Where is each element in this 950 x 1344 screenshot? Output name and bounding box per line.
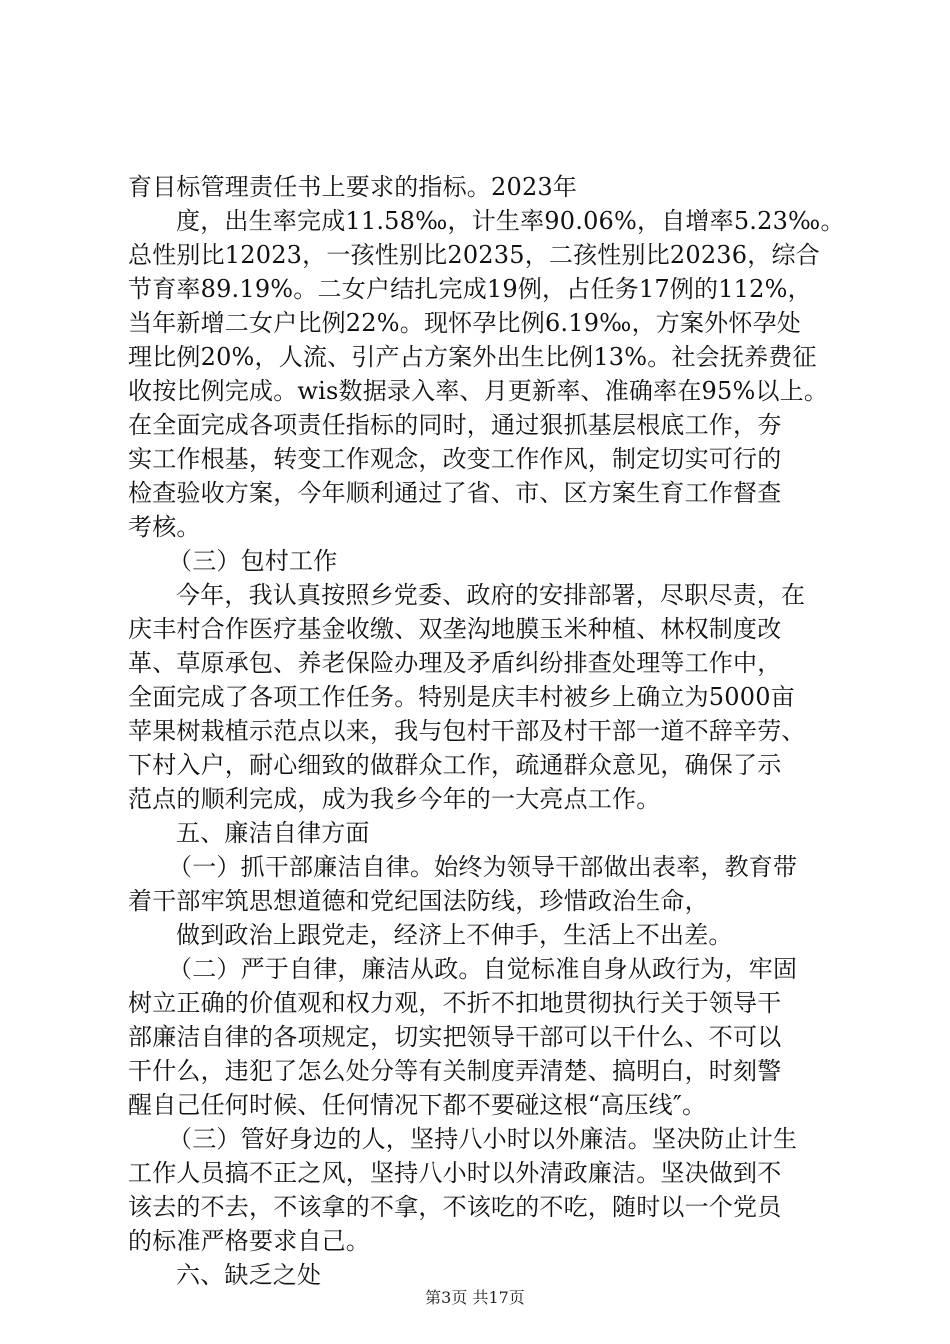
text-line: 度，出生率完成11.58‰，计生率90.06%，自增率5.23‰。 xyxy=(176,207,845,235)
text-line: 干什么，违犯了怎么处分等有关制度弄清楚、搞明白，时刻警 xyxy=(128,1057,782,1085)
text-line: （二）严于自律，廉洁从政。自觉标准自身从政行为，牢固 xyxy=(168,955,798,983)
text-line: 理比例20%，人流、引产占方案外出生比例13%。社会抚养费征 xyxy=(128,343,817,371)
text-line: 范点的顺利完成，成为我乡今年的一大亮点工作。 xyxy=(128,785,661,813)
text-line: 全面完成了各项工作任务。特别是庆丰村被乡上确立为5000亩 xyxy=(128,683,795,711)
section-heading: 五、廉洁自律方面 xyxy=(176,819,370,847)
text-line: 考核。 xyxy=(128,513,201,541)
text-line: 检查验收方案，今年顺利通过了省、市、区方案生育工作督查 xyxy=(128,479,782,507)
text-line: 庆丰村合作医疗基金收缴、双垄沟地膜玉米种植、林权制度改 xyxy=(128,615,782,643)
text-line: 树立正确的价值观和权力观，不折不扣地贯彻执行关于领导干 xyxy=(128,989,782,1017)
section-heading: （三）包村工作 xyxy=(168,547,338,575)
text-line: 着干部牢筑思想道德和党纪国法防线，珍惜政治生命， xyxy=(128,887,709,915)
text-line: 苹果树栽植示范点以来，我与包村干部及村干部一道不辞辛劳、 xyxy=(128,717,806,745)
text-line: 当年新增二女户比例22%。现怀孕比例6.19‰，方案外怀孕处 xyxy=(128,309,801,337)
text-line: 醒自己任何时候、任何情况下都不要碰这根“高压线″。 xyxy=(128,1091,707,1119)
text-line: 育目标管理责任书上要求的指标。2023年 xyxy=(128,173,578,201)
text-line: 总性别比12023，一孩性别比20235，二孩性别比20236，综合 xyxy=(128,241,820,269)
text-line: 在全面完成各项责任指标的同时，通过狠抓基层根底工作，夯 xyxy=(128,411,782,439)
section-heading: 六、缺乏之处 xyxy=(176,1261,322,1289)
text-line: 下村入户，耐心细致的做群众工作，疏通群众意见，确保了示 xyxy=(128,751,782,779)
text-line: 部廉洁自律的各项规定，切实把领导干部可以干什么、不可以 xyxy=(128,1023,782,1051)
text-line: 革、草原承包、养老保险办理及矛盾纠纷排查处理等工作中， xyxy=(128,649,782,677)
text-line: 该去的不去，不该拿的不拿，不该吃的不吃，随时以一个党员 xyxy=(128,1193,782,1221)
text-line: 的标准严格要求自己。 xyxy=(128,1227,370,1255)
text-line: （三）管好身边的人，坚持八小时以外廉洁。坚决防止计生 xyxy=(168,1125,798,1153)
text-line: （一）抓干部廉洁自律。始终为领导干部做出表率，教育带 xyxy=(168,853,798,881)
text-line: 今年，我认真按照乡党委、政府的安排部署，尽职尽责，在 xyxy=(176,581,806,609)
text-line: 收按比例完成。wis数据录入率、月更新率、准确率在95%以上。 xyxy=(128,377,829,405)
text-line: 节育率89.19%。二女户结扎完成19例，占任务17例的112%， xyxy=(128,275,812,303)
text-line: 实工作根基，转变工作观念，改变工作作风，制定切实可行的 xyxy=(128,445,782,473)
text-line: 做到政治上跟党走，经济上不伸手，生活上不出差。 xyxy=(176,921,733,949)
text-line: 工作人员搞不正之风，坚持八小时以外清政廉洁。坚决做到不 xyxy=(128,1159,782,1187)
page-number-footer: 第3页 共17页 xyxy=(425,1288,525,1307)
